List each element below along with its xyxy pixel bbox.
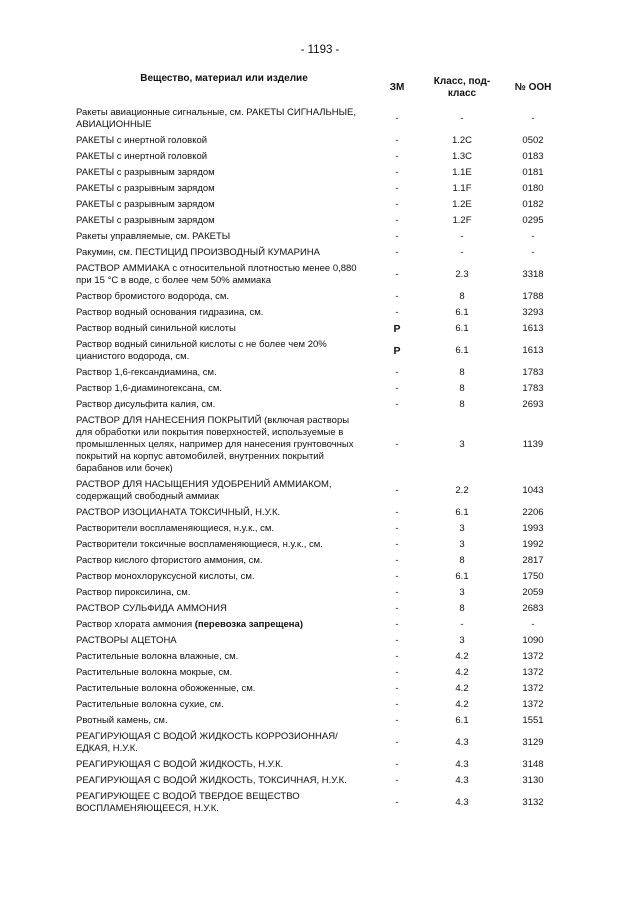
substance-name (76, 773, 372, 789)
un-number-value: 2683 (522, 603, 544, 614)
un-number-value: 1788 (522, 291, 544, 302)
class-value: 4.3 (455, 775, 469, 786)
zm-value: - (395, 651, 399, 662)
class-value: 1.2F (452, 215, 472, 226)
zm-value: - (395, 737, 399, 748)
zm-value: - (395, 269, 399, 280)
substance-name-text: Раствор водный основания гидразина, см. (76, 307, 264, 318)
un-number-value: 1992 (522, 539, 544, 550)
class-value: - (460, 619, 464, 630)
substance-name-text: Раствор 1,6-гександиамина, см. (76, 367, 217, 378)
substance-name-text: Раствор хлората аммония (76, 619, 193, 630)
class-value: 3 (459, 587, 465, 598)
table-row (76, 381, 564, 397)
substance-name (76, 261, 372, 289)
substance-name-text: РЕАГИРУЮЩАЯ С ВОДОЙ ЖИДКОСТЬ, Н.У.К. (76, 759, 284, 770)
substance-name (76, 537, 372, 553)
substance-name (76, 245, 372, 261)
substance-name-text: Раствор водный синильной кислоты (76, 323, 236, 334)
class-value: 4.2 (455, 667, 469, 678)
class-value: 1.2C (451, 135, 473, 146)
class-value: 3 (459, 439, 465, 450)
un-number-value: - (531, 247, 535, 258)
un-number-value: - (531, 619, 535, 630)
substance-name-text: Растительные волокна влажные, см. (76, 651, 239, 662)
class-value: 8 (459, 399, 465, 410)
class-value: 8 (459, 383, 465, 394)
table-row (76, 213, 564, 229)
substance-name (76, 601, 372, 617)
class-value: 1.1E (452, 167, 472, 178)
table-row (76, 553, 564, 569)
table-row (76, 505, 564, 521)
table-row (76, 105, 564, 133)
substance-name-text: Ракеты управляемые, см. РАКЕТЫ (76, 231, 231, 242)
table-row (76, 245, 564, 261)
table-row (76, 585, 564, 601)
class-value: 4.2 (455, 699, 469, 710)
table-row (76, 149, 564, 165)
zm-value: - (395, 485, 399, 496)
table-row (76, 197, 564, 213)
substance-name (76, 665, 372, 681)
substance-name (76, 289, 372, 305)
class-value: 4.3 (455, 797, 469, 808)
substance-name (76, 617, 372, 633)
zm-value: - (395, 715, 399, 726)
table-row (76, 337, 564, 365)
substance-name-text: РАСТВОР ДЛЯ НАСЫЩЕНИЯ УДОБРЕНИЙ АММИАКОМ, содержащий свободный аммиак (76, 479, 332, 502)
substance-name-text: РАКЕТЫ с инертной головкой (76, 151, 208, 162)
table-body (76, 105, 564, 817)
substance-name-text: Растительные волокна мокрые, см. (76, 667, 233, 678)
substance-name-text: РЕАГИРУЮЩЕЕ С ВОДОЙ ТВЕРДОЕ ВЕЩЕСТВО ВОСПЛАМЕНЯЮЩЕЕСЯ, Н.У.К. (76, 791, 300, 814)
substance-name-text: РАКЕТЫ с инертной головкой (76, 135, 208, 146)
zm-value: - (395, 571, 399, 582)
zm-value: - (395, 383, 399, 394)
table-row (76, 181, 564, 197)
header-zm: ЗМ (389, 81, 405, 93)
class-value: 6.1 (455, 345, 469, 356)
un-number-value: 0502 (522, 135, 544, 146)
un-number-value: 0180 (522, 183, 544, 194)
class-value: 4.2 (455, 683, 469, 694)
zm-value: - (395, 215, 399, 226)
class-value: 3 (459, 523, 465, 534)
table-row (76, 365, 564, 381)
substance-name (76, 729, 372, 757)
substance-name-text: РАСТВОР СУЛЬФИДА АММОНИЯ (76, 603, 227, 614)
table-row (76, 617, 564, 633)
class-value: 3 (459, 539, 465, 550)
substance-name-text: РЕАГИРУЮЩАЯ С ВОДОЙ ЖИДКОСТЬ, ТОКСИЧНАЯ, Н.У.К. (76, 775, 347, 786)
substance-name (76, 649, 372, 665)
zm-value: - (395, 151, 399, 162)
un-number-value: 1372 (522, 667, 544, 678)
substance-name-text: Раствор водный синильной кислоты с не более чем 20% цианистого водорода, см. (76, 339, 327, 362)
un-number-value: - (531, 113, 535, 124)
table-row (76, 713, 564, 729)
zm-value: - (395, 587, 399, 598)
zm-value: - (395, 247, 399, 258)
un-number-value: 1783 (522, 367, 544, 378)
header-class: Класс, под-класс (433, 76, 491, 99)
un-number-value: 2817 (522, 555, 544, 566)
substance-name (76, 165, 372, 181)
zm-value: - (395, 797, 399, 808)
substance-name-text: РАКЕТЫ с разрывным зарядом (76, 167, 215, 178)
substance-name-text: Ракеты авиационные сигнальные, см. РАКЕТЫ СИГНАЛЬНЫЕ, АВИАЦИОННЫЕ (76, 107, 357, 130)
table-row (76, 261, 564, 289)
substance-name (76, 397, 372, 413)
zm-value: - (395, 231, 399, 242)
un-number-value: 0295 (522, 215, 544, 226)
class-value: 8 (459, 555, 465, 566)
table-row (76, 681, 564, 697)
zm-value: P (393, 345, 401, 357)
substance-name-text: Раствор 1,6-диаминогексана, см. (76, 383, 222, 394)
un-number-value: 1750 (522, 571, 544, 582)
class-value: 8 (459, 603, 465, 614)
class-value: - (460, 231, 464, 242)
substance-name (76, 381, 372, 397)
substance-name-text: РАСТВОР ИЗОЦИАНАТА ТОКСИЧНЫЙ, Н.У.К. (76, 507, 281, 518)
substance-name (76, 789, 372, 817)
substance-name-text: РАСТВОРЫ АЦЕТОНА (76, 635, 177, 646)
zm-value: - (395, 307, 399, 318)
substance-name (76, 713, 372, 729)
substance-name-text: РЕАГИРУЮЩАЯ С ВОДОЙ ЖИДКОСТЬ КОРРОЗИОННАЯ/ЕДКАЯ, Н.У.К. (76, 731, 338, 754)
class-value: - (460, 113, 464, 124)
un-number-value: 2059 (522, 587, 544, 598)
substance-name (76, 633, 372, 649)
zm-value: - (395, 775, 399, 786)
class-value: 2.2 (455, 485, 469, 496)
zm-value: - (395, 539, 399, 550)
substance-name-text: РАСТВОР АММИАКА с относительной плотностью менее 0,880 при 15 °C в воде, с более чем 50% аммиака (76, 263, 357, 286)
table-row (76, 521, 564, 537)
class-value: 6.1 (455, 507, 469, 518)
class-value: - (460, 247, 464, 258)
substance-name-text: Раствор пироксилина, см. (76, 587, 191, 598)
header-substance: Вещество, материал или изделие (140, 73, 308, 84)
class-value: 1.2E (452, 199, 472, 210)
zm-value: - (395, 367, 399, 378)
un-number-value: 3318 (522, 269, 544, 280)
zm-value: - (395, 759, 399, 770)
substance-name (76, 569, 372, 585)
substance-name (76, 181, 372, 197)
header-un-number: № ООН (514, 81, 552, 93)
class-value: 6.1 (455, 715, 469, 726)
class-value: 3 (459, 635, 465, 646)
un-number-value: 1139 (522, 439, 544, 450)
table-row (76, 757, 564, 773)
un-number-value: 1551 (522, 715, 544, 726)
class-value: 1.1F (452, 183, 472, 194)
un-number-value: 3132 (522, 797, 544, 808)
substance-name-text: РАКЕТЫ с разрывным зарядом (76, 183, 215, 194)
substance-name-text: РАКЕТЫ с разрывным зарядом (76, 215, 215, 226)
table-row (76, 413, 564, 477)
zm-value: - (395, 683, 399, 694)
un-number-value: 1090 (522, 635, 544, 646)
table-row (76, 665, 564, 681)
zm-value: - (395, 555, 399, 566)
zm-value: - (395, 523, 399, 534)
substance-name (76, 305, 372, 321)
un-number-value: 1372 (522, 651, 544, 662)
substance-name (76, 553, 372, 569)
table-row (76, 289, 564, 305)
substance-name-text: Раствор монохлоруксусной кислоты, см. (76, 571, 255, 582)
un-number-value: 1372 (522, 699, 544, 710)
table-row (76, 305, 564, 321)
zm-value: - (395, 439, 399, 450)
class-value: 4.3 (455, 759, 469, 770)
class-value: 2.3 (455, 269, 469, 280)
substance-name-text: Растворители токсичные воспламеняющиеся, н.у.к., см. (76, 539, 323, 550)
substance-name-text: Растительные волокна сухие, см. (76, 699, 224, 710)
zm-value: - (395, 619, 399, 630)
substance-name-text: Раствор бромистого водорода, см. (76, 291, 230, 302)
substance-name (76, 337, 372, 365)
zm-value: - (395, 113, 399, 124)
un-number-value: 3130 (522, 775, 544, 786)
substance-name (76, 697, 372, 713)
zm-value: P (393, 323, 401, 335)
substance-name-text: РАКЕТЫ с разрывным зарядом (76, 199, 215, 210)
table-row (76, 229, 564, 245)
un-number-value: 3129 (522, 737, 544, 748)
substance-name (76, 477, 372, 505)
class-value: 4.2 (455, 651, 469, 662)
table-row (76, 649, 564, 665)
substance-name-text: Растительные волокна обожженные, см. (76, 683, 256, 694)
substance-name (76, 213, 372, 229)
substance-name-text: РАСТВОР ДЛЯ НАНЕСЕНИЯ ПОКРЫТИЙ (включая растворы для обработки или покрытия поверхностей, используемые в промышленных целях, например для нанесения грунтовочных покрытий на корпус автомобилей, внутренних покрытий барабанов или бочек) (76, 415, 354, 474)
substance-name (76, 133, 372, 149)
substance-name (76, 681, 372, 697)
substance-name (76, 521, 372, 537)
un-number-value: 2693 (522, 399, 544, 410)
table-row (76, 633, 564, 649)
dangerous-goods-table (76, 70, 564, 817)
table-row (76, 133, 564, 149)
table-row (76, 477, 564, 505)
un-number-value: 0183 (522, 151, 544, 162)
zm-value: - (395, 135, 399, 146)
substance-name (76, 585, 372, 601)
un-number-value: 1043 (522, 485, 544, 496)
un-number-value: - (531, 231, 535, 242)
table-row (76, 321, 564, 337)
zm-value: - (395, 603, 399, 614)
substance-name (76, 105, 372, 133)
un-number-value: 1613 (522, 345, 544, 356)
un-number-value: 2206 (522, 507, 544, 518)
table-row (76, 569, 564, 585)
class-value: 8 (459, 367, 465, 378)
zm-value: - (395, 699, 399, 710)
class-value: 4.3 (455, 737, 469, 748)
zm-value: - (395, 667, 399, 678)
substance-name-text: Ракумин, см. ПЕСТИЦИД ПРОИЗВОДНЫЙ КУМАРИНА (76, 247, 320, 258)
zm-value: - (395, 507, 399, 518)
class-value: 8 (459, 291, 465, 302)
zm-value: - (395, 183, 399, 194)
substance-name (76, 365, 372, 381)
table-row (76, 697, 564, 713)
substance-note: (перевозка запрещена) (194, 619, 303, 630)
substance-name (76, 149, 372, 165)
substance-name-text: Раствор кислого фтористого аммония, см. (76, 555, 263, 566)
substance-name (76, 229, 372, 245)
page-number: - 1193 - (300, 44, 340, 56)
table-row (76, 789, 564, 817)
zm-value: - (395, 399, 399, 410)
substance-name-text: Раствор дисульфита калия, см. (76, 399, 216, 410)
un-number-value: 1613 (522, 323, 544, 334)
substance-name (76, 413, 372, 477)
un-number-value: 0182 (522, 199, 544, 210)
substance-name (76, 321, 372, 337)
table-row (76, 165, 564, 181)
substance-name (76, 197, 372, 213)
un-number-value: 3148 (522, 759, 544, 770)
table-header (76, 70, 564, 105)
table-row (76, 397, 564, 413)
zm-value: - (395, 167, 399, 178)
table-row (76, 729, 564, 757)
un-number-value: 1783 (522, 383, 544, 394)
un-number-value: 1993 (522, 523, 544, 534)
table-row (76, 537, 564, 553)
class-value: 6.1 (455, 571, 469, 582)
class-value: 6.1 (455, 323, 469, 334)
table-row (76, 773, 564, 789)
class-value: 6.1 (455, 307, 469, 318)
substance-name-text: Рвотный камень, см. (76, 715, 168, 726)
substance-name-text: Растворители воспламеняющиеся, н.у.к., см. (76, 523, 275, 534)
table-row (76, 601, 564, 617)
class-value: 1.3C (451, 151, 473, 162)
zm-value: - (395, 291, 399, 302)
substance-name (76, 505, 372, 521)
un-number-value: 0181 (522, 167, 544, 178)
un-number-value: 1372 (522, 683, 544, 694)
substance-name (76, 757, 372, 773)
zm-value: - (395, 199, 399, 210)
zm-value: - (395, 635, 399, 646)
un-number-value: 3293 (522, 307, 544, 318)
